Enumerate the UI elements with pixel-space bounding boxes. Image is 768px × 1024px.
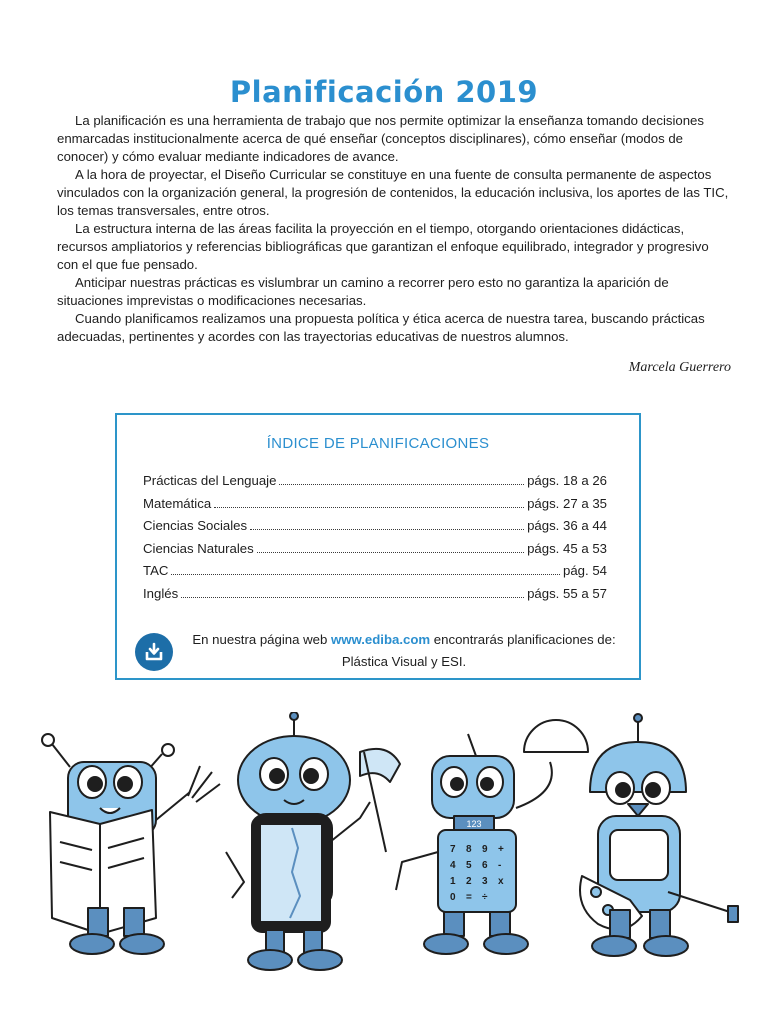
dot-leader	[250, 519, 524, 530]
calculator-key: +	[498, 844, 504, 855]
calculator-key: 9	[482, 844, 488, 855]
web-note-text	[183, 629, 625, 673]
calculator-key: 6	[482, 860, 488, 871]
calculator-key: -	[498, 860, 502, 871]
index-list	[143, 473, 607, 609]
index-subject: Prácticas del Lenguaje	[143, 473, 277, 488]
dot-leader	[171, 564, 560, 575]
index-subject: Matemática	[143, 495, 212, 511]
calculator-key: 1	[450, 876, 456, 887]
intro-paragraph: Cuando planificamos realizamos una propuesta política y ética acerca de nuestra tarea, buscando prácticas adecuadas, pertinentes y acordes con las trayectorias educativas de nuestros alumnos.	[57, 311, 705, 344]
calculator-key: 3	[482, 876, 488, 887]
index-pages: págs. 55 a 57	[527, 585, 607, 601]
dot-leader	[214, 497, 524, 508]
web-note-prefix: En nuestra página web	[192, 632, 331, 647]
index-row-ciencias-sociales	[143, 518, 607, 541]
index-subject: Inglés	[143, 585, 179, 601]
calculator-key: 5	[466, 860, 472, 871]
author-signature: Marcela Guerrero	[628, 360, 731, 375]
intro-paragraph: Anticipar nuestras prácticas es vislumbrar un camino a recorrer pero esto no garantiza la aparición de situaciones imprevistas o modificaciones necesarias.	[57, 275, 669, 308]
dot-leader	[181, 587, 524, 598]
index-row-ciencias-naturales	[143, 541, 607, 564]
calculator-key: ÷	[482, 892, 488, 903]
index-row-matematica	[143, 496, 607, 519]
calculator-key: 7	[450, 844, 456, 855]
calculator-key: 4	[450, 860, 456, 871]
index-subject: Ciencias Naturales	[143, 540, 254, 556]
index-subject: TAC	[143, 563, 169, 579]
intro-text	[57, 112, 729, 346]
robot-painter-illustration	[580, 714, 738, 956]
robot-tag-text: 123	[466, 819, 482, 829]
index-title: ÍNDICE DE PLANIFICACIONES	[266, 435, 490, 452]
download-icon	[135, 633, 173, 671]
robot-calculator-illustration	[396, 720, 588, 954]
dot-leader	[279, 474, 524, 485]
calculator-key: =	[466, 892, 472, 903]
index-pages: págs. 45 a 53	[527, 540, 607, 556]
index-pages: págs. 18 a 26	[527, 473, 607, 488]
robots-illustration	[30, 712, 750, 982]
index-pages: págs. 36 a 44	[527, 518, 607, 534]
index-subject: Ciencias Sociales	[143, 518, 248, 534]
index-box	[115, 413, 641, 680]
ediba-website-link[interactable]: www.ediba.com	[330, 632, 431, 647]
calculator-key: 8	[466, 844, 472, 855]
intro-paragraph: A la hora de proyectar, el Diseño Curricular se constituye en una fuente de consulta permanente de aspectos vinculados con la organización general, la progresión de contenidos, la educación inclusiva, los aportes de las TIC, los temas transversales, entre otros.	[57, 167, 729, 218]
intro-paragraph: La planificación es una herramienta de trabajo que nos permite optimizar la enseñanza tomando decisiones enmarcadas institucionalmente acerca de qué enseñar (conceptos disciplinares), cómo enseñar (modos de conocer) y cómo evaluar mediante indicadores de avance.	[57, 113, 704, 164]
page-title: Planificación 2019	[229, 75, 539, 110]
web-note-suffix: encontrarás planificaciones de:	[430, 632, 616, 647]
intro-paragraph: La estructura interna de las áreas facilita la proyección en el tiempo, otorgando orientaciones didácticas, recursos ampliatorios y referencias bibliográficas que garantizan el enfoque equilibrado, integrador y progresivo con el que fue pensado.	[57, 221, 709, 272]
robot-tablet-illustration	[226, 712, 400, 970]
index-pages: págs. 27 a 35	[527, 495, 607, 511]
calculator-key: 0	[450, 892, 456, 903]
index-pages: pág. 54	[563, 563, 607, 579]
index-row-practicas-lenguaje	[143, 473, 607, 496]
index-row-ingles	[143, 586, 607, 609]
web-note-line2: Plástica Visual y ESI.	[341, 654, 467, 669]
dot-leader	[257, 542, 524, 553]
calculator-key: 2	[466, 876, 472, 887]
calculator-key: x	[498, 876, 504, 887]
robot-reader-illustration	[42, 734, 220, 954]
index-row-tac	[143, 563, 607, 586]
